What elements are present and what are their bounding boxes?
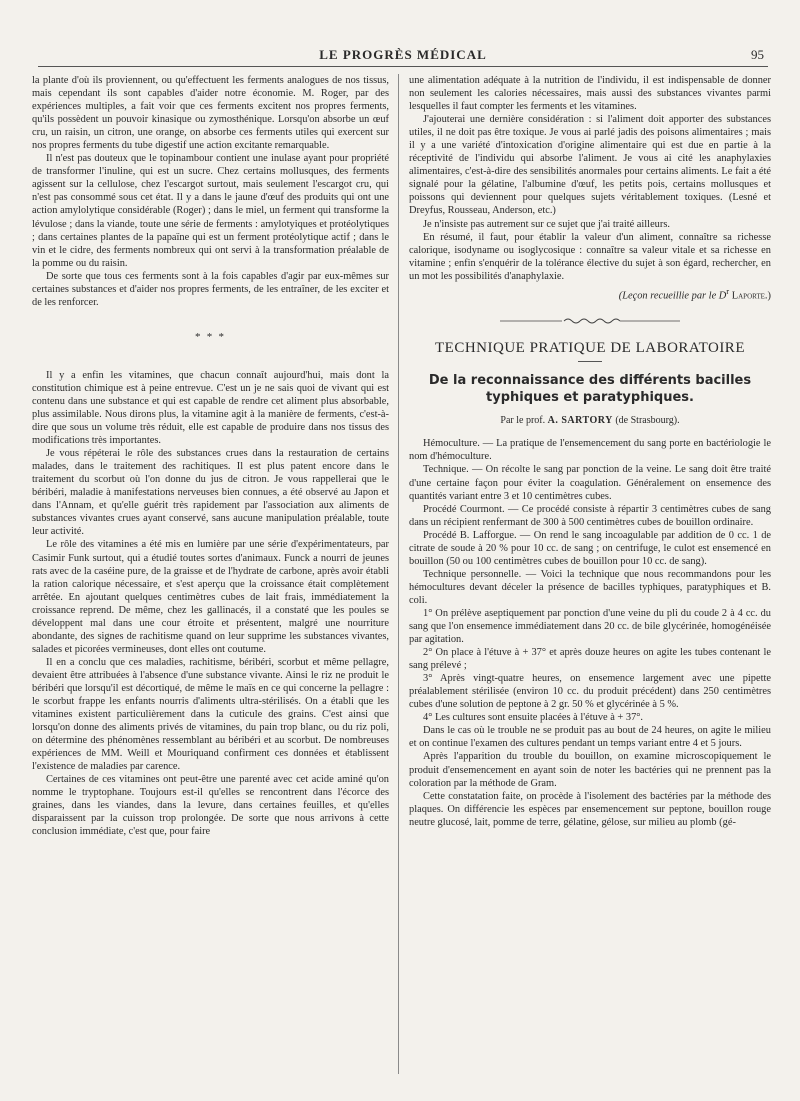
asterism-separator: * * * — [195, 330, 226, 343]
paragraph: 4° Les cultures sont ensuite placées à l'étuve à + 37°. — [423, 712, 644, 724]
byline — [409, 414, 771, 427]
right-column — [409, 74, 771, 829]
byline-prefix: Par le prof. — [500, 415, 546, 427]
paragraph: Il y a enfin les vitamines, que chacun connaît aujourd'hui, mais dont la constitution chimique est à peine entrevue. C'est un je ne sais quoi de vivant qui est contenu dans une substance et qui est capable de rendre cet aliment plus absorbable, plus assimilable. Nous dirons plus, la vitamine agit à la manière de ferments, c'est-à-dire que sous un volume très réduit, elle est capable de produire dans nos tissus des modifications très importantes. — [32, 369, 389, 447]
column-rule — [398, 74, 399, 1074]
paragraph: Hémoculture. — La pratique de l'ensemencement du sang porte en bactériologie le nom d'hémoculture. — [409, 438, 771, 463]
lecture-credit — [409, 285, 771, 303]
paragraph: une alimentation adéquate à la nutrition de l'individu, il est indispensable de donner non seulement les calories nécessaires, mais aussi des substances vivantes parmi lesquelles il faut compter les ferments et les vitamines. — [409, 75, 771, 113]
paragraph: En résumé, il faut, pour établir la valeur d'un aliment, connaître sa richesse calorique, isodyname ou isoglycosique : connaître sa valeur vitale et sa richesse en vitamine ; enfin s'enquérir de la tolérance élective du sujet à son égard, rechercher, en un mot les possibilités d'anaphylaxie. — [409, 231, 771, 282]
paragraph: Cette constatation faite, on procède à l'isolement des bactéries par la méthode des plaques. On différencie les espèces par ensemencement sur peptone, bouillon rouge neutre glucosé, lait, pomme de terre, gélatine, gélose, sur milieu au plomb (gé- — [409, 790, 771, 828]
paragraph: J'ajouterai une dernière considération : si l'aliment doit apporter des substances utiles, il ne doit pas être toxique. Je vous ai parlé jadis des poisons alimentaires ; mais il y a une variété d'intoxication d'origine alimentaire qui est due en partie à la réceptivité de l'individu qui absorbe l'aliment. Je vous ai cité les anaphylaxies alimentaires, c'est-à-dire des sensibilités anormales pour certains aliments. Le fait a été signalé pour la gélatine, l'albumine d'œuf, les petits pois, certains mollusques et poissons qui deviennent pour quelques sujets véritablement toxiques. (Lesné et Dreyfus, Rousseau, Anderson, etc.) — [409, 114, 771, 217]
credit-name: Laporte.) — [731, 290, 771, 302]
paragraph: Je vous répéterai le rôle des substances crues dans la restauration de certains malades, dans le traitement des rachitiques. Il est plus patent encore dans le traitement du scorbut où l'on donne du jus de citron. Je vous rappellerai que le béribéri, maladie à manifestations nerveuses bien connues, a été observé au Japon et dans l'Annam, et qu'elle guérit très rapidement par l'association aux aliments de substances vivantes crues ayant conservé, sans aucune manipulation préalable, toute leur activité. — [32, 448, 389, 538]
running-head — [38, 44, 768, 67]
paragraph: Il en a conclu que ces maladies, rachitisme, béribéri, scorbut et même pellagre, devaient être attribuées à l'absence d'une substance vivante. Ainsi le riz ne produit le béribéri que lorsqu'il est décortiqué, de même le maïs en ce qui concerne la pellagre : le scorbut frappe les enfants nourris d'aliments ultra-stérilisés. On a établi que les vitamines existent particulièrement dans la cuticule des grains. C'est ainsi que lorsqu'on donne des aliments privés de vitamines, du pain trop blanc, ou du riz poli, on détermine des phénomènes ressemblant au béribéri et au scorbut. De nombreuses expériences de MM. Weill et Mouriquand confirment ces données et établissent l'existence de maladies par carence. — [32, 656, 389, 773]
paragraph: Le rôle des vitamines a été mis en lumière par une série d'expérimentateurs, par Casimir Funk surtout, qui a étudié toutes sortes d'animaux. Funck a nourri de jeunes rats avec de la caséine pure, de la graisse et de l'hydrate de carbone, après avoir établi la ration calorique nécessaire, et s'est aperçu que la croissance était complètement arrêtée. En ajoutant quelques centimètres cubes de lait frais, immédiatement la croissance reprend. De même, chez les gallinacés, il a constaté que les poules se développent mal dans une cour étroite et présentent, malgré une nourriture abondante, des signes de rachitisme quand on leur supprime les substances vivantes, salades et picorées vermineuses, dont elles ont coutume. — [32, 539, 389, 655]
paragraph: Dans le cas où le trouble ne se produit pas au bout de 24 heures, on agite le milieu et on continue l'examen des cultures pendant un temps variant entre 4 et 5 jours. — [409, 725, 771, 750]
byline-suffix: (de Strasbourg). — [615, 415, 680, 427]
wave-ornament — [500, 316, 680, 326]
paragraph: la plante d'où ils proviennent, ou qu'effectuent les ferments analogues de nos tissus, mais cependant ils sont capables d'aider notre économie. M. Roger, par des expériences multiples, a fait voir que ces ferments excitent nos propres ferments, qu'ils possèdent un pouvoir kinasique ou zymosthénique. Lorsqu'on absorbe un œuf cru, un raisin, un citron, une orange, on absorbe ces ferments utiles qui exercent sur nos propres ferments du tube digestif une action excitante remarquable. — [32, 75, 389, 152]
credit-sup: r — [726, 285, 730, 296]
paragraph: De sorte que tous ces ferments sont à la fois capables d'agir par eux-mêmes sur certaines substances et d'aider nos propres ferments, de les entraîner, de les exciter et de les renforcer. — [32, 270, 389, 308]
section-rule — [578, 361, 602, 362]
section-title: TECHNIQUE PRATIQUE DE LABORATOIRE — [435, 340, 745, 357]
page-number: 95 — [751, 47, 764, 62]
running-title: LE PROGRÈS MÉDICAL — [319, 47, 487, 62]
paragraph: Procédé Courmont. — Ce procédé consiste à répartir 3 centimètres cubes de sang dans un récipient renfermant de 300 à 500 centimètres cubes de bouillon ordinaire. — [409, 503, 771, 528]
credit-text: (Leçon recueillie par le D — [618, 290, 727, 302]
article-title: De la reconnaissance des différents bacilles typhiques et paratyphiques. — [428, 373, 752, 406]
paragraph: 1° On prélève aseptiquement par ponction d'une veine du pli du coude 2 à 4 cc. du sang que l'on ensemence immédiatement dans 20 cc. de bile glycérinée, homogénéisée par agitation. — [409, 607, 771, 646]
paragraph: 2° On place à l'étuve à + 37° et après douze heures on agite les tubes contenant le sang prélevé ; — [409, 647, 771, 672]
paragraph: Technique. — On récolte le sang par ponction de la veine. Le sang doit être traité d'une certaine façon pour éviter la coagulation. Généralement on ensemence des quantités variant entre 3 et 10 centimètres cubes. — [409, 464, 771, 502]
paragraph: Technique personnelle. — Voici la technique que nous recommandons pour les hémocultures devant déceler la présence de bacilles typhiques, paratyphiques et B. coli. — [409, 568, 771, 606]
paragraph: Il n'est pas douteux que le topinambour contient une inulase ayant pour propriété de transformer l'inuline, qui est un sucre. Chez certains mollusques, des ferments agissent sur la cellulose, chez l'escargot surtout, mais seulement l'escargot cru, qui n'est pas consommé sous cet état. Il y a dans le jaune d'œuf des produits qui ont une action amylolytique considérable (Roger) ; dans le miel, un ferment qui transforme la lévulose ; dans la viande, toute une série de ferments : amylotyiques et protéolytiques ; dans certaines plantes de la papaïne qui est un ferment protéolytique actif ; dans le vin et le cidre, des ferments nombreux qui ont servi à la transformation préalable de la pomme ou du raisin. — [32, 153, 389, 269]
paragraph: Après l'apparition du trouble du bouillon, on examine microscopiquement le produit d'ensemencement en ayant soin de noter les bactéries qui ne prennent pas la coloration par la méthode de Gram. — [409, 751, 771, 789]
paragraph: Je n'insiste pas autrement sur ce sujet que j'ai traité ailleurs. — [423, 218, 670, 230]
paragraph: 3° Après vingt-quatre heures, on ensemence largement avec une pipette préalablement stérilisée (environ 10 cc. du produit précédent) dans 250 centimètres cubes d'une solution de peptone à 2 gr. 50 % et glycérinée à 5 %. — [409, 673, 771, 711]
paragraph: Certaines de ces vitamines ont peut-être une parenté avec cet acide aminé qu'on nomme le tryptophane. Toujours est-il qu'elles se rencontrent dans l'écorce des graines, dans les viandes, dans la levure, dans certaines feuilles, et qu'elles disparaissent par la cuisson trop prolongée. De sorte que nous arrivons à cette conclusion immédiate, c'est que, pour faire — [32, 774, 389, 838]
byline-author: A. SARTORY — [547, 415, 613, 427]
paragraph: Procédé B. Lafforgue. — On rend le sang incoagulable par addition de 0 cc. 1 de citrate de soude à 20 % pour 10 cc. de sang ; on centrifuge, le culot est ensemencé en bouillon (50 ou 100 centimètres cubes de bouillon pour 10 cc. de sang). — [409, 529, 771, 567]
left-column — [32, 74, 389, 839]
